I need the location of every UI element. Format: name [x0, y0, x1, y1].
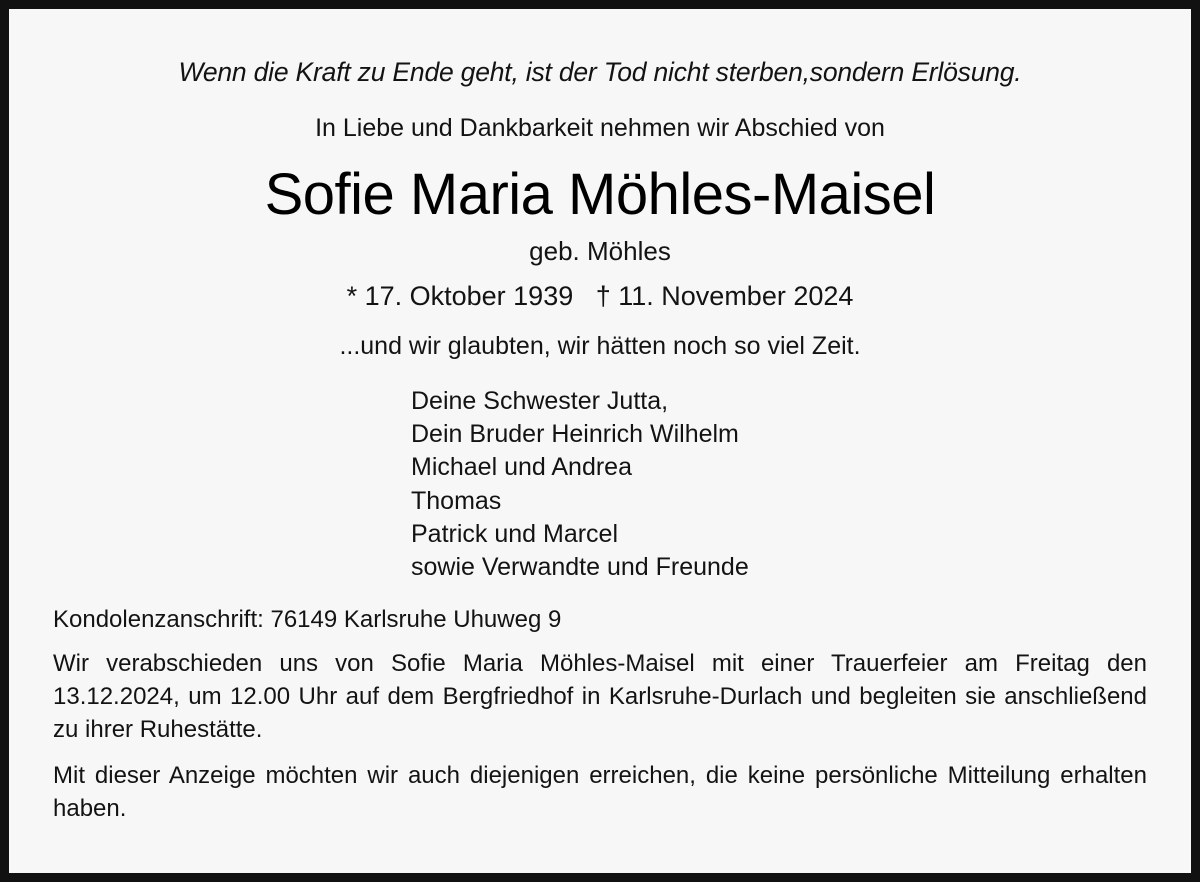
list-item: Deine Schwester Jutta,: [411, 386, 669, 415]
list-item: Thomas: [411, 486, 502, 515]
condolence-address: Kondolenzanschrift: 76149 Karlsruhe Uhuweg 9: [53, 606, 562, 634]
secondary-quote: ...und wir glaubten, wir hätten noch so viel Zeit.: [339, 331, 861, 360]
notice-paragraph: Mit dieser Anzeige möchten wir auch diejenigen erreichen, die keine persönliche Mitteilung erhalten haben.: [53, 762, 1147, 822]
survivors-list: [53, 385, 1147, 585]
deceased-name: Sofie Maria Möhles-Maisel: [264, 162, 936, 227]
birth-death-dates: * 17. Oktober 1939 † 11. November 2024: [346, 280, 854, 311]
intro-line: In Liebe und Dankbarkeit nehmen wir Abschied von: [315, 114, 885, 142]
obituary-content: [9, 9, 1191, 873]
funeral-details-paragraph: Wir verabschieden uns von Sofie Maria Möhles-Maisel mit einer Trauerfeier am Freitag den 13.12.2024, um 12.00 Uhr auf dem Bergfriedhof in Karlsruhe-Durlach und begleiten sie anschließend zu ihrer Ruhestätte.: [53, 650, 1147, 743]
list-item: sowie Verwandte und Freunde: [411, 553, 749, 582]
list-item: Dein Bruder Heinrich Wilhelm: [411, 420, 739, 449]
list-item: Patrick und Marcel: [411, 519, 619, 548]
opening-quote: Wenn die Kraft zu Ende geht, ist der Tod nicht sterben,sondern Erlösung.: [178, 57, 1022, 87]
maiden-name: geb. Möhles: [529, 235, 671, 266]
list-item: Michael und Andrea: [411, 453, 632, 482]
